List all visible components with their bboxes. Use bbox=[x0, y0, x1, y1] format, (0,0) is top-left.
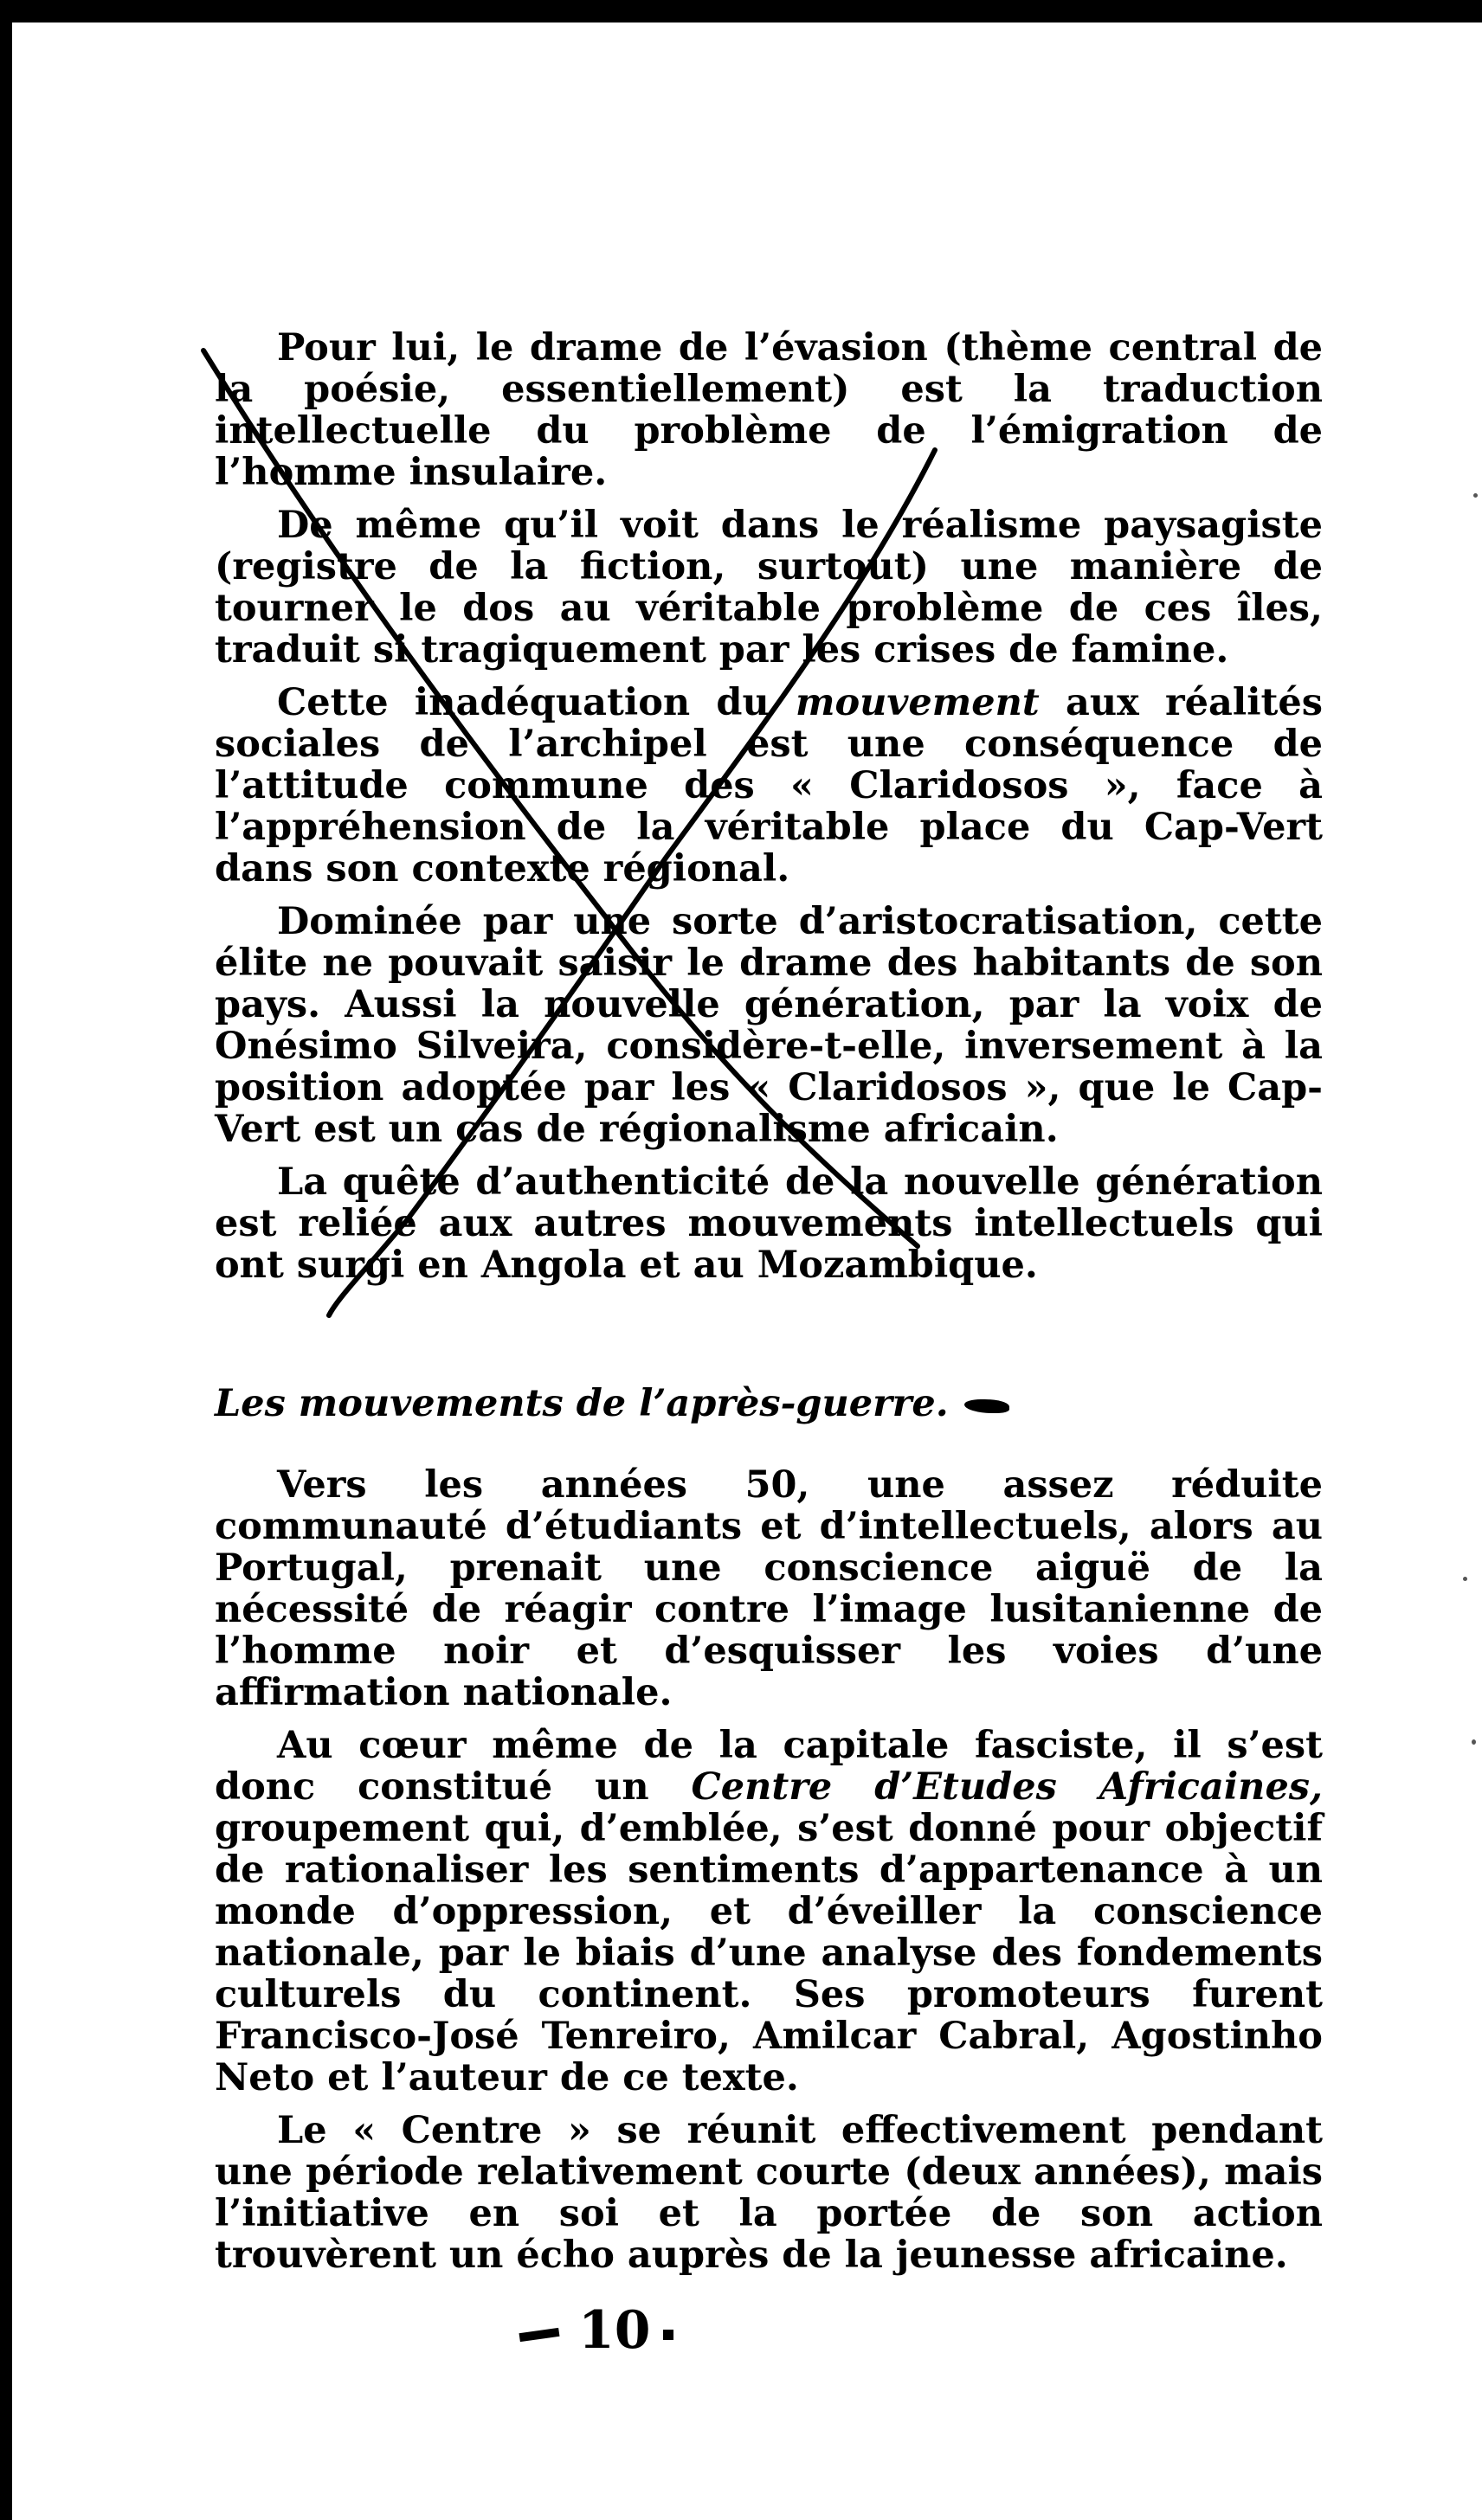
para3-italic-term: mouvement bbox=[795, 681, 1040, 724]
para3-text-before: Cette inadéquation du bbox=[277, 681, 796, 724]
scan-frame-top bbox=[0, 0, 1482, 22]
paragraph-elite: Dominée par une sorte d’aristocratisation, cette élite ne pouvait saisir le drame des habitants de son pays. Aussi la nouvelle génération, par la voix de Onésimo Silveira, considère-t-elle, inversement à la position adoptée par les « Claridosos », que le Cap-Vert est un cas de régionalisme africain. bbox=[215, 900, 1323, 1151]
dash-mark-icon bbox=[519, 2327, 560, 2341]
dot-mark-icon bbox=[663, 2330, 673, 2340]
para-b-text-before: Au cœur même de la capitale fasciste, il s’est donc constitué un bbox=[215, 1724, 1323, 1809]
paragraph-centre-etudes bbox=[215, 1725, 1323, 2099]
scan-frame-left bbox=[0, 0, 12, 2520]
upper-text-block bbox=[215, 327, 1323, 1297]
paragraph-authenticite: La quête d’authenticité de la nouvelle génération est reliée aux autres mouvements intellectuels qui ont surgi en Angola et au Mozambique. bbox=[215, 1160, 1323, 1287]
paragraph-centre: Le « Centre » se réunit effectivement pendant une période relativement courte (deux années), mais l’initiative en soi et la portée de son action trouvèrent un écho auprès de la jeunesse africaine. bbox=[215, 2109, 1323, 2277]
page-number-text: 10 bbox=[578, 2300, 651, 2361]
page-number bbox=[519, 2300, 673, 2361]
margin-speck bbox=[1472, 1739, 1476, 1745]
lower-text-block bbox=[215, 1464, 1323, 2287]
section-heading bbox=[215, 1383, 1009, 1424]
ink-mark-icon bbox=[964, 1399, 1009, 1413]
paragraph-evasion: Pour lui, le drame de l’évasion (thème central de la poésie, essentiellement) est la traduction intellectuelle du problème de l’émigration de l’homme insulaire. bbox=[215, 326, 1323, 494]
para3-text-after: aux réalités sociales de l’archipel est une conséquence de l’attitude commune des « Claridosos », face à l’appréhension de la véritable place du Cap-Vert dans son contexte régional. bbox=[215, 681, 1323, 890]
para-b-text-after: groupement qui, d’emblée, s’est donné pour objectif de rationaliser les sentiments d’appartenance à un monde d’oppression, et d’éveiller la conscience nationale, par le biais d’une analyse des fondements culturels du continent. Ses promoteurs furent Francisco-José Tenreiro, Amilcar Cabral, Agostinho Neto et l’auteur de ce texte. bbox=[215, 1807, 1323, 2099]
paragraph-annees-50: Vers les années 50, une assez réduite communauté d’étudiants et d’intellectuels, alors au Portugal, prenait une conscience aiguë de la nécessité de réagir contre l’image lusitanienne de l’homme noir et d’esquisser les voies d’une affirmation nationale. bbox=[215, 1463, 1323, 1714]
paragraph-realisme: De même qu’il voit dans le réalisme paysagiste (registre de la fiction, surtout) une manière de tourner le dos au véritable problème de ces îles, traduit si tragiquement par les crises de famine. bbox=[215, 504, 1323, 672]
paragraph-inadequation bbox=[215, 682, 1323, 890]
para-b-italic-term: Centre d’Etudes Africaines, bbox=[691, 1765, 1323, 1809]
section-heading-text: Les mouvements de l’après-guerre. bbox=[215, 1382, 949, 1425]
margin-speck bbox=[1473, 493, 1478, 498]
margin-speck bbox=[1463, 1577, 1467, 1581]
